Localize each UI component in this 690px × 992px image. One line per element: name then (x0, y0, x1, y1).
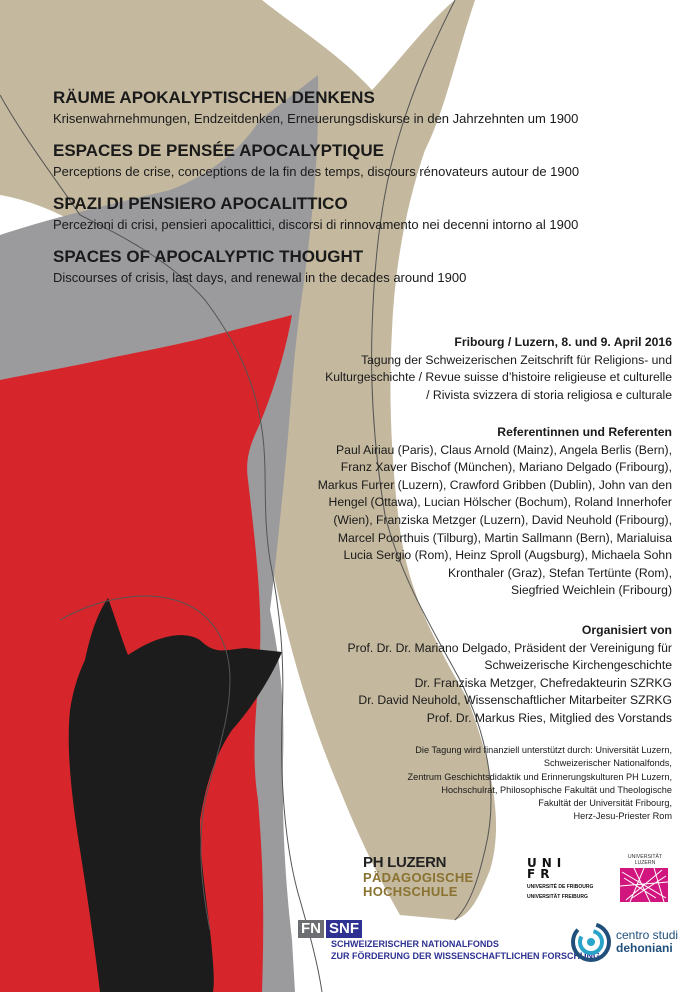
event-line: Tagung der Schweizerischen Zeitschrift für Religions- und (361, 352, 672, 367)
unifr-mark-top: UNI (527, 856, 567, 870)
title-italian: SPAZI DI PENSIERO APOCALITTICO (53, 194, 348, 213)
funding-line: Schweizerischer Nationalfonds, (543, 758, 672, 769)
organizers-line: Dr. Franziska Metzger, Chefredakteurin SZRKG (414, 675, 672, 690)
organizers-line: Prof. Dr. Markus Ries, Mitglied des Vorstands (426, 710, 672, 725)
snf-line2: ZUR FÖRDERUNG DER WISSENSCHAFTLICHEN FORSCHUNG (331, 951, 600, 961)
unifr-caption-fr: UNIVERSITÉ DE FRIBOURG (527, 884, 594, 890)
snf-mark-snf: SNF (326, 920, 362, 938)
unilu-logo (620, 854, 670, 902)
organizers-line: Schweizerische Kirchengeschichte (484, 658, 672, 673)
snf-mark (298, 920, 600, 938)
funding-line: Herz-Jesu-Priester Rom (573, 811, 672, 822)
speakers-line: Franz Xaver Bischof (München), Mariano Delgado (Fribourg), (340, 460, 672, 475)
subtitle-french: Perceptions de crise, conceptions de la fin des temps, discours rénovateurs autour de 1900 (53, 164, 580, 179)
unilu-caption1: UNIVERSITÄT (627, 854, 663, 860)
unilu-caption2: LUZERN (634, 860, 656, 866)
event-heading: Fribourg / Luzern, 8. und 9. April 2016 (454, 335, 672, 349)
speakers-line: Kronthaler (Graz), Stefan Tertünte (Rom), (448, 565, 672, 580)
speakers-line: Paul Airiau (Paris), Claus Arnold (Mainz), Angela Berlis (Bern), (336, 442, 672, 457)
funding-line: Zentrum Geschichtsdidaktik und Erinnerungskulturen PH Luzern, (407, 771, 672, 782)
speakers-heading: Referentinnen und Referenten (497, 425, 672, 439)
title-german: RÄUME APOKALYPTISCHEN DENKENS (53, 88, 375, 107)
event-line: / Rivista svizzera di storia religiosa e culturale (426, 387, 672, 402)
funding-note (312, 744, 672, 824)
speakers-line: Marcel Poorthuis (Tilburg), Martin Sallmann (Bern), Marialuisa (337, 530, 672, 545)
funding-line: Fakultät der Universität Fribourg, (538, 798, 672, 809)
dehoniani-line2: dehoniani (616, 941, 673, 955)
ph-luzern-line1: PH LUZERN (363, 854, 447, 871)
organizers-heading: Organisiert von (581, 623, 672, 637)
unifr-logo (527, 858, 597, 900)
funding-line: Die Tagung wird finanziell unterstützt durch: Universität Luzern, (415, 745, 672, 755)
event-info (292, 334, 672, 404)
title-french: ESPACES DE PENSÉE APOCALYPTIQUE (53, 141, 384, 160)
organizers-section (252, 622, 672, 728)
dehoniani-line1: centro studi (616, 928, 679, 942)
speakers-line: Lucia Sergio (Rom), Heinz Sproll (Augsburg), Michaela Sohn (343, 548, 672, 563)
ph-luzern-line2: PÄDAGOGISCHE (363, 870, 474, 885)
ph-luzern-line3: HOCHSCHULE (363, 884, 458, 899)
event-line: Kulturgeschichte / Revue suisse d’histoire religieuse et culturelle (325, 370, 672, 385)
unilu-pattern-icon (620, 868, 668, 902)
unifr-caption-de: UNIVERSITÄT FREIBURG (527, 894, 588, 900)
dehoniani-swirl-icon (570, 921, 612, 963)
organizers-line: Dr. David Neuhold, Wissenschaftlicher Mitarbeiter SZRKG (358, 693, 672, 708)
subtitle-german: Krisenwahrnehmungen, Endzeitdenken, Erneuerungsdiskurse in den Jahrzehnten um 1900 (53, 111, 579, 126)
snf-line1: SCHWEIZERISCHER NATIONALFONDS (331, 939, 499, 949)
speakers-line: Hengel (Ottawa), Lucian Hölscher (Bochum), Roland Innerhofer (328, 495, 672, 510)
ph-luzern-logo (363, 855, 474, 899)
funding-line: Hochschulrat, Philosophische Fakultät und Theologische (441, 784, 672, 795)
snf-logo (298, 920, 600, 962)
snf-mark-fn: FN (298, 920, 324, 938)
title-block (53, 88, 673, 300)
unifr-mark-bottom: FR (527, 867, 555, 881)
speakers-section (272, 424, 672, 600)
organizers-line: Prof. Dr. Dr. Mariano Delgado, Präsident der Vereinigung für (347, 640, 672, 655)
subtitle-english: Discourses of crisis, last days, and renewal in the decades around 1900 (53, 270, 467, 285)
speakers-line: Siegfried Weichlein (Fribourg) (511, 583, 672, 598)
title-english: SPACES OF APOCALYPTIC THOUGHT (53, 247, 364, 266)
subtitle-italian: Percezioni di crisi, pensieri apocalittici, discorsi di rinnovamento nei decenni intorno al 1900 (53, 217, 579, 232)
dehoniani-logo (570, 921, 678, 963)
speakers-line: (Wien), Franziska Metzger (Luzern), David Neuhold (Fribourg), (333, 512, 672, 527)
speakers-line: Markus Furrer (Luzern), Crawford Gribben (Dublin), John van den (317, 477, 672, 492)
